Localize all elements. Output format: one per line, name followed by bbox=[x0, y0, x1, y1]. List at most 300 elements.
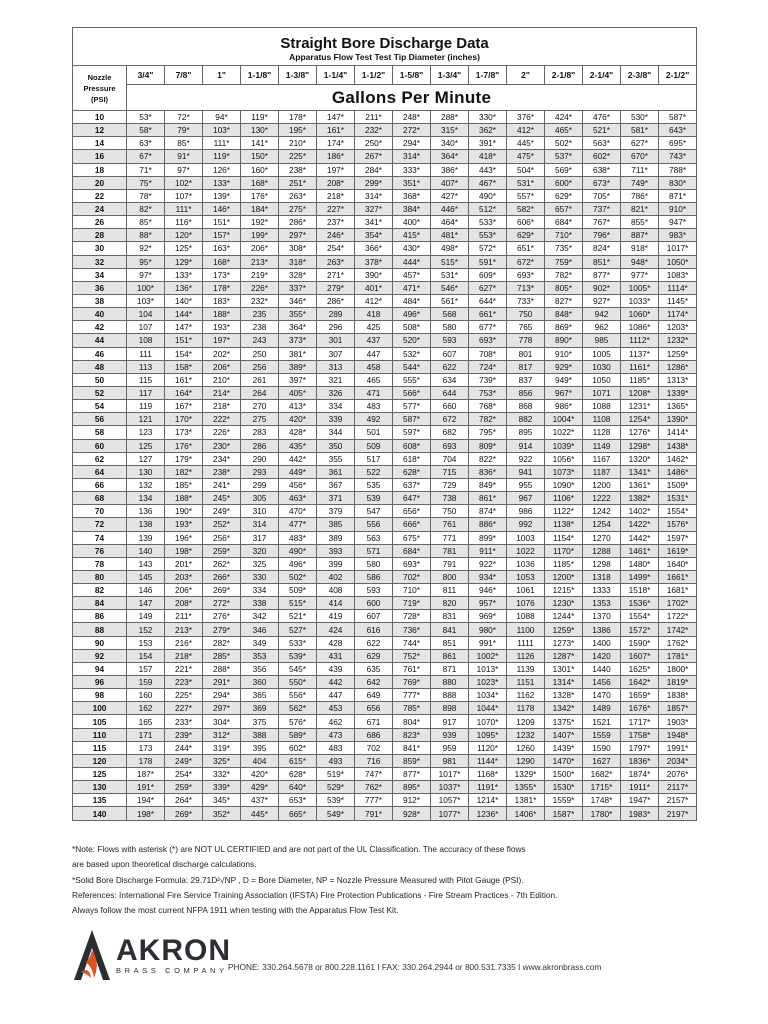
gpm-value-cell: 284* bbox=[355, 163, 393, 176]
gpm-value-cell: 1232* bbox=[659, 334, 697, 347]
gpm-value-cell: 1022 bbox=[507, 544, 545, 557]
gpm-value-cell: 399 bbox=[317, 557, 355, 570]
gpm-value-cell: 1230* bbox=[545, 597, 583, 610]
gpm-value-cell: 462 bbox=[317, 715, 355, 728]
gpm-value-cell: 684* bbox=[545, 216, 583, 229]
gpm-value-cell: 955 bbox=[507, 478, 545, 491]
table-row bbox=[73, 505, 697, 518]
gpm-value-cell: 367 bbox=[317, 478, 355, 491]
gpm-value-cell: 312* bbox=[203, 728, 241, 741]
gpm-value-cell: 393 bbox=[317, 544, 355, 557]
gpm-value-cell: 193* bbox=[165, 518, 203, 531]
gpm-value-cell: 939 bbox=[431, 728, 469, 741]
gpm-value-cell: 823* bbox=[393, 728, 431, 741]
nozzle-pressure-cell: 80 bbox=[73, 570, 127, 583]
table-row bbox=[73, 531, 697, 544]
gpm-value-cell: 119 bbox=[127, 400, 165, 413]
gpm-value-cell: 371 bbox=[317, 492, 355, 505]
gpm-value-cell: 1034* bbox=[469, 689, 507, 702]
gpm-value-cell: 693* bbox=[469, 334, 507, 347]
gpm-value-cell: 111* bbox=[165, 202, 203, 215]
nozzle-pressure-cell: 12 bbox=[73, 124, 127, 137]
gpm-value-cell: 132 bbox=[127, 478, 165, 491]
gpm-value-cell: 1339* bbox=[659, 386, 697, 399]
gpm-value-cell: 1422* bbox=[621, 518, 659, 531]
gpm-value-cell: 123 bbox=[127, 426, 165, 439]
gpm-value-cell: 695* bbox=[659, 137, 697, 150]
gpm-value-cell: 119* bbox=[203, 150, 241, 163]
table-row bbox=[73, 623, 697, 636]
gpm-value-cell: 127 bbox=[127, 452, 165, 465]
gpm-value-cell: 232* bbox=[355, 124, 393, 137]
gpm-value-cell: 397* bbox=[279, 373, 317, 386]
gpm-value-cell: 173 bbox=[127, 741, 165, 754]
gpm-value-cell: 1382* bbox=[621, 492, 659, 505]
gpm-value-cell: 1033* bbox=[621, 294, 659, 307]
gpm-value-cell: 1370 bbox=[583, 610, 621, 623]
gpm-value-cell: 520* bbox=[393, 334, 431, 347]
gpm-value-cell: 587* bbox=[659, 111, 697, 124]
gpm-value-cell: 785* bbox=[393, 702, 431, 715]
gpm-value-cell: 786* bbox=[621, 189, 659, 202]
table-row bbox=[73, 794, 697, 807]
gpm-value-cell: 1259* bbox=[545, 623, 583, 636]
gpm-value-cell: 144* bbox=[165, 308, 203, 321]
gpm-value-cell: 151* bbox=[165, 334, 203, 347]
diameter-header: 2-3/8" bbox=[621, 66, 659, 85]
gpm-value-cell: 886* bbox=[469, 518, 507, 531]
gpm-value-cell: 85* bbox=[127, 216, 165, 229]
gpm-value-cell: 791* bbox=[355, 807, 393, 820]
gpm-value-cell: 577* bbox=[393, 400, 431, 413]
gpm-value-cell: 859* bbox=[393, 754, 431, 767]
table-row bbox=[73, 610, 697, 623]
gpm-value-cell: 1236* bbox=[469, 807, 507, 820]
gpm-value-cell: 313 bbox=[317, 360, 355, 373]
gpm-value-cell: 539* bbox=[279, 649, 317, 662]
gpm-value-cell: 1208* bbox=[621, 386, 659, 399]
gpm-value-cell: 227* bbox=[165, 702, 203, 715]
gpm-value-cell: 716 bbox=[355, 754, 393, 767]
gpm-value-cell: 656* bbox=[393, 505, 431, 518]
gpm-value-cell: 208* bbox=[165, 597, 203, 610]
table-row bbox=[73, 400, 697, 413]
gpm-value-cell: 225* bbox=[279, 150, 317, 163]
gpm-value-cell: 1191* bbox=[469, 781, 507, 794]
gpm-value-cell: 660 bbox=[431, 400, 469, 413]
table-row bbox=[73, 676, 697, 689]
gpm-value-cell: 629 bbox=[355, 649, 393, 662]
gpm-value-cell: 821* bbox=[621, 202, 659, 215]
gpm-value-cell: 557* bbox=[507, 189, 545, 202]
gpm-value-cell: 389* bbox=[279, 360, 317, 373]
gpm-value-cell: 483* bbox=[279, 531, 317, 544]
gpm-value-cell: 1748* bbox=[583, 794, 621, 807]
gpm-value-cell: 739* bbox=[469, 373, 507, 386]
gpm-value-cell: 238 bbox=[241, 321, 279, 334]
nozzle-pressure-cell: 20 bbox=[73, 176, 127, 189]
brand-name: AKRON bbox=[116, 934, 231, 967]
gpm-value-cell: 364* bbox=[279, 321, 317, 334]
gpm-value-cell: 666* bbox=[393, 518, 431, 531]
diameter-header: 2-1/8" bbox=[545, 66, 583, 85]
gpm-value-cell: 738 bbox=[431, 492, 469, 505]
gpm-value-cell: 58* bbox=[127, 124, 165, 137]
gpm-value-cell: 947* bbox=[659, 216, 697, 229]
gpm-value-cell: 443* bbox=[469, 163, 507, 176]
table-row bbox=[73, 636, 697, 649]
table-row bbox=[73, 216, 697, 229]
gpm-value-cell: 1178 bbox=[507, 702, 545, 715]
diameter-header: 1-3/4" bbox=[431, 66, 469, 85]
gpm-value-cell: 1320* bbox=[621, 452, 659, 465]
gpm-value-cell: 1259* bbox=[659, 347, 697, 360]
gpm-value-cell: 1442* bbox=[621, 531, 659, 544]
gpm-value-cell: 157 bbox=[127, 662, 165, 675]
gpm-value-cell: 1797* bbox=[621, 741, 659, 754]
gpm-value-cell: 591* bbox=[469, 255, 507, 268]
gpm-value-cell: 79* bbox=[165, 124, 203, 137]
gpm-value-cell: 498* bbox=[431, 242, 469, 255]
gpm-value-cell: 108 bbox=[127, 334, 165, 347]
gpm-value-cell: 449* bbox=[279, 465, 317, 478]
gpm-value-cell: 216* bbox=[165, 636, 203, 649]
gpm-value-cell: 413* bbox=[279, 400, 317, 413]
note-line: are based upon theoretical discharge calculations. bbox=[72, 859, 257, 870]
gpm-value-cell: 877* bbox=[583, 268, 621, 281]
gpm-value-cell: 2197* bbox=[659, 807, 697, 820]
diameter-header: 1-1/4" bbox=[317, 66, 355, 85]
gpm-value-cell: 1174* bbox=[659, 308, 697, 321]
references-line: References: International Fire Service Training Association (IFSTA) Fire Protection Publications - Fire Stream Practices - 7th Edition. bbox=[72, 889, 558, 900]
gpm-value-cell: 197* bbox=[317, 163, 355, 176]
gpm-value-cell: 366* bbox=[355, 242, 393, 255]
gpm-value-cell: 341* bbox=[355, 216, 393, 229]
gpm-value-cell: 294* bbox=[203, 689, 241, 702]
gpm-value-cell: 213* bbox=[241, 255, 279, 268]
gpm-value-cell: 851* bbox=[583, 255, 621, 268]
gpm-value-cell: 744* bbox=[393, 636, 431, 649]
gpm-value-cell: 250 bbox=[241, 347, 279, 360]
gpm-value-cell: 379 bbox=[317, 505, 355, 518]
gpm-value-cell: 238* bbox=[279, 163, 317, 176]
gpm-value-cell: 563* bbox=[583, 137, 621, 150]
gpm-value-cell: 364* bbox=[431, 150, 469, 163]
table-row bbox=[73, 413, 697, 426]
gpm-value-cell: 661* bbox=[469, 308, 507, 321]
nozzle-pressure-cell: 46 bbox=[73, 347, 127, 360]
gpm-value-cell: 1353 bbox=[583, 597, 621, 610]
formula-line: *Solid Bore Discharge Formula: 29.71D²√NP , D = Bore Diameter, NP = Nozzle Pressure Measured with Pitot Gauge (PSI). bbox=[72, 874, 524, 885]
gpm-value-cell: 765 bbox=[507, 321, 545, 334]
gpm-value-cell: 179* bbox=[165, 452, 203, 465]
gpm-value-cell: 53* bbox=[127, 111, 165, 124]
gpm-value-cell: 178* bbox=[203, 281, 241, 294]
gpm-value-cell: 877* bbox=[393, 768, 431, 781]
nozzle-pressure-cell: 54 bbox=[73, 400, 127, 413]
gpm-value-cell: 418* bbox=[469, 150, 507, 163]
gpm-value-cell: 206* bbox=[165, 584, 203, 597]
gpm-value-cell: 405* bbox=[279, 386, 317, 399]
gpm-value-cell: 308* bbox=[279, 242, 317, 255]
gpm-value-cell: 425 bbox=[355, 321, 393, 334]
gpm-value-cell: 154 bbox=[127, 649, 165, 662]
nozzle-pressure-cell: 70 bbox=[73, 505, 127, 518]
gpm-value-cell: 643* bbox=[659, 124, 697, 137]
gpm-value-cell: 521* bbox=[279, 610, 317, 623]
nozzle-pressure-cell: 115 bbox=[73, 741, 127, 754]
nozzle-pressure-cell: 14 bbox=[73, 137, 127, 150]
gpm-value-cell: 580 bbox=[355, 557, 393, 570]
gpm-value-cell: 1286* bbox=[659, 360, 697, 373]
gpm-value-cell: 134 bbox=[127, 492, 165, 505]
nozzle-pressure-cell: 105 bbox=[73, 715, 127, 728]
gpm-value-cell: 321 bbox=[317, 373, 355, 386]
gpm-value-cell: 830* bbox=[659, 176, 697, 189]
gpm-value-cell: 1390* bbox=[659, 413, 697, 426]
gpm-value-cell: 107* bbox=[165, 189, 203, 202]
gpm-value-cell: 1003 bbox=[507, 531, 545, 544]
gpm-value-cell: 822* bbox=[469, 452, 507, 465]
gpm-value-cell: 1991* bbox=[659, 741, 697, 754]
gpm-value-cell: 539 bbox=[355, 492, 393, 505]
page-title: Straight Bore Discharge Data bbox=[73, 28, 697, 53]
gpm-value-cell: 1365* bbox=[659, 400, 697, 413]
gpm-value-cell: 354* bbox=[355, 229, 393, 242]
gpm-value-cell: 801 bbox=[507, 347, 545, 360]
gpm-value-cell: 880 bbox=[431, 676, 469, 689]
gpm-value-cell: 301 bbox=[317, 334, 355, 347]
gpm-value-cell: 391* bbox=[469, 137, 507, 150]
gpm-value-cell: 290 bbox=[241, 452, 279, 465]
nozzle-pressure-cell: 72 bbox=[73, 518, 127, 531]
gpm-value-cell: 1273* bbox=[545, 636, 583, 649]
table-row bbox=[73, 386, 697, 399]
gpm-value-cell: 194* bbox=[127, 794, 165, 807]
gpm-value-cell: 724* bbox=[469, 360, 507, 373]
nozzle-pressure-cell: 32 bbox=[73, 255, 127, 268]
gpm-value-cell: 1627 bbox=[583, 754, 621, 767]
table-row bbox=[73, 176, 697, 189]
gpm-value-cell: 795* bbox=[469, 426, 507, 439]
gpm-value-cell: 1106* bbox=[545, 492, 583, 505]
gpm-value-cell: 1242 bbox=[583, 505, 621, 518]
gpm-value-cell: 338 bbox=[241, 597, 279, 610]
table-row bbox=[73, 702, 697, 715]
gpm-value-cell: 1203* bbox=[659, 321, 697, 334]
gpm-value-cell: 693* bbox=[507, 268, 545, 281]
nozzle-pressure-cell: 140 bbox=[73, 807, 127, 820]
diameter-header: 1" bbox=[203, 66, 241, 85]
gpm-value-cell: 762* bbox=[355, 781, 393, 794]
gpm-value-cell: 616 bbox=[355, 623, 393, 636]
gpm-value-cell: 299* bbox=[355, 176, 393, 189]
gpm-value-cell: 719* bbox=[393, 597, 431, 610]
gpm-value-cell: 1480* bbox=[621, 557, 659, 570]
gpm-value-cell: 289 bbox=[317, 308, 355, 321]
gpm-value-cell: 855* bbox=[621, 216, 659, 229]
gpm-value-cell: 550* bbox=[279, 676, 317, 689]
gpm-value-cell: 934* bbox=[469, 570, 507, 583]
gpm-value-cell: 496* bbox=[393, 308, 431, 321]
table-row bbox=[73, 137, 697, 150]
gpm-value-cell: 532* bbox=[393, 347, 431, 360]
gpm-value-cell: 442 bbox=[317, 676, 355, 689]
gpm-value-cell: 1461* bbox=[621, 544, 659, 557]
diameter-header: 3/4" bbox=[127, 66, 165, 85]
gpm-value-cell: 629* bbox=[545, 189, 583, 202]
gpm-value-cell: 1439* bbox=[545, 741, 583, 754]
gpm-value-cell: 97* bbox=[165, 163, 203, 176]
gpm-value-cell: 1095* bbox=[469, 728, 507, 741]
gpm-value-cell: 314* bbox=[393, 150, 431, 163]
gpm-value-cell: 1559 bbox=[583, 728, 621, 741]
gpm-value-cell: 1145* bbox=[659, 294, 697, 307]
gpm-value-cell: 502* bbox=[545, 137, 583, 150]
nozzle-pressure-cell: 94 bbox=[73, 662, 127, 675]
gpm-value-cell: 1231* bbox=[621, 400, 659, 413]
gpm-value-cell: 1200 bbox=[583, 478, 621, 491]
gpm-value-cell: 202* bbox=[203, 347, 241, 360]
gpm-value-cell: 911* bbox=[469, 544, 507, 557]
gpm-value-cell: 94* bbox=[203, 111, 241, 124]
discharge-data-sheet bbox=[72, 27, 696, 821]
gpm-value-cell: 656 bbox=[355, 702, 393, 715]
gpm-value-cell: 161* bbox=[317, 124, 355, 137]
gpm-value-cell: 471 bbox=[355, 386, 393, 399]
gpm-value-cell: 263* bbox=[279, 189, 317, 202]
gpm-value-cell: 1717* bbox=[621, 715, 659, 728]
gpm-value-cell: 1462* bbox=[659, 452, 697, 465]
gpm-value-cell: 1625* bbox=[621, 662, 659, 675]
gpm-value-cell: 1112* bbox=[621, 334, 659, 347]
gpm-value-cell: 986 bbox=[507, 505, 545, 518]
gpm-value-cell: 644* bbox=[469, 294, 507, 307]
gpm-value-cell: 1086* bbox=[621, 321, 659, 334]
gpm-value-cell: 941 bbox=[507, 465, 545, 478]
gpm-value-cell: 154* bbox=[165, 347, 203, 360]
gpm-value-cell: 898 bbox=[431, 702, 469, 715]
gpm-value-cell: 1151 bbox=[507, 676, 545, 689]
gpm-value-cell: 1108 bbox=[583, 413, 621, 426]
gpm-value-cell: 686 bbox=[355, 728, 393, 741]
gpm-value-cell: 75* bbox=[127, 176, 165, 189]
gpm-value-cell: 221* bbox=[165, 662, 203, 675]
gpm-value-cell: 1400 bbox=[583, 636, 621, 649]
gpm-value-cell: 899* bbox=[469, 531, 507, 544]
gpm-value-cell: 1088 bbox=[583, 400, 621, 413]
gpm-value-cell: 618* bbox=[393, 452, 431, 465]
gpm-value-cell: 2076* bbox=[659, 768, 697, 781]
gpm-value-cell: 728* bbox=[393, 610, 431, 623]
gpm-value-cell: 1386 bbox=[583, 623, 621, 636]
gpm-value-cell: 125 bbox=[127, 439, 165, 452]
gpm-value-cell: 67* bbox=[127, 150, 165, 163]
nozzle-pressure-cell: 40 bbox=[73, 308, 127, 321]
gpm-value-cell: 743* bbox=[659, 150, 697, 163]
gpm-value-cell: 264 bbox=[241, 386, 279, 399]
gpm-value-cell: 1531* bbox=[659, 492, 697, 505]
gpm-value-cell: 817 bbox=[507, 360, 545, 373]
gpm-value-cell: 100* bbox=[127, 281, 165, 294]
gpm-value-cell: 1138* bbox=[545, 518, 583, 531]
gpm-value-cell: 318* bbox=[279, 255, 317, 268]
gpm-value-cell: 771 bbox=[431, 531, 469, 544]
gpm-value-cell: 362* bbox=[469, 124, 507, 137]
nozzle-pressure-cell: 60 bbox=[73, 439, 127, 452]
table-subtitle: Apparatus Flow Test Test Tip Diameter (inches) bbox=[73, 52, 697, 66]
gpm-value-cell: 600* bbox=[545, 176, 583, 189]
table-row bbox=[73, 347, 697, 360]
gpm-value-cell: 638* bbox=[583, 163, 621, 176]
gpm-value-cell: 235 bbox=[241, 308, 279, 321]
gpm-value-cell: 671 bbox=[355, 715, 393, 728]
gpm-value-cell: 1114* bbox=[659, 281, 697, 294]
gpm-value-cell: 629* bbox=[507, 229, 545, 242]
gpm-value-cell: 386* bbox=[431, 163, 469, 176]
gpm-value-cell: 248* bbox=[393, 111, 431, 124]
gpm-value-cell: 759* bbox=[545, 255, 583, 268]
gpm-value-cell: 608* bbox=[393, 439, 431, 452]
gpm-value-cell: 1185* bbox=[545, 557, 583, 570]
discharge-table-body bbox=[73, 111, 697, 821]
gpm-value-cell: 607 bbox=[355, 610, 393, 623]
diameter-header: 7/8" bbox=[165, 66, 203, 85]
gpm-value-cell: 791 bbox=[431, 557, 469, 570]
gpm-value-cell: 226* bbox=[203, 426, 241, 439]
gpm-value-cell: 768* bbox=[469, 400, 507, 413]
gpm-value-cell: 710* bbox=[393, 584, 431, 597]
gpm-value-cell: 1781* bbox=[659, 649, 697, 662]
gpm-value-cell: 1017* bbox=[431, 768, 469, 781]
gpm-value-cell: 1554* bbox=[621, 610, 659, 623]
gpm-value-cell: 129* bbox=[165, 255, 203, 268]
table-row bbox=[73, 334, 697, 347]
gpm-value-cell: 778 bbox=[507, 334, 545, 347]
gpm-value-cell: 102* bbox=[165, 176, 203, 189]
gpm-value-cell: 531* bbox=[431, 268, 469, 281]
table-row bbox=[73, 570, 697, 583]
gpm-value-cell: 1214* bbox=[469, 794, 507, 807]
gpm-value-cell: 871* bbox=[659, 189, 697, 202]
gpm-value-cell: 1167 bbox=[583, 452, 621, 465]
gpm-value-cell: 327* bbox=[355, 202, 393, 215]
gpm-value-cell: 888 bbox=[431, 689, 469, 702]
gpm-value-cell: 509* bbox=[279, 584, 317, 597]
gpm-value-cell: 980* bbox=[469, 623, 507, 636]
gpm-value-cell: 153 bbox=[127, 636, 165, 649]
gpm-value-cell: 824* bbox=[583, 242, 621, 255]
gpm-value-cell: 910* bbox=[545, 347, 583, 360]
nozzle-pressure-cell: 50 bbox=[73, 373, 127, 386]
gpm-label: Gallons Per Minute bbox=[127, 85, 697, 111]
gpm-value-cell: 967 bbox=[507, 492, 545, 505]
gpm-value-cell: 269* bbox=[203, 584, 241, 597]
gpm-value-cell: 304* bbox=[203, 715, 241, 728]
gpm-value-cell: 297* bbox=[279, 229, 317, 242]
gpm-value-cell: 868 bbox=[507, 400, 545, 413]
gpm-value-cell: 334 bbox=[317, 400, 355, 413]
gpm-value-cell: 184* bbox=[241, 202, 279, 215]
gpm-value-cell: 556* bbox=[279, 689, 317, 702]
table-row bbox=[73, 202, 697, 215]
gpm-value-cell: 782* bbox=[469, 413, 507, 426]
gpm-value-cell: 1162 bbox=[507, 689, 545, 702]
nozzle-pressure-cell: 68 bbox=[73, 492, 127, 505]
gpm-value-cell: 702 bbox=[355, 741, 393, 754]
gpm-value-cell: 871 bbox=[431, 662, 469, 675]
gpm-value-cell: 276* bbox=[203, 610, 241, 623]
